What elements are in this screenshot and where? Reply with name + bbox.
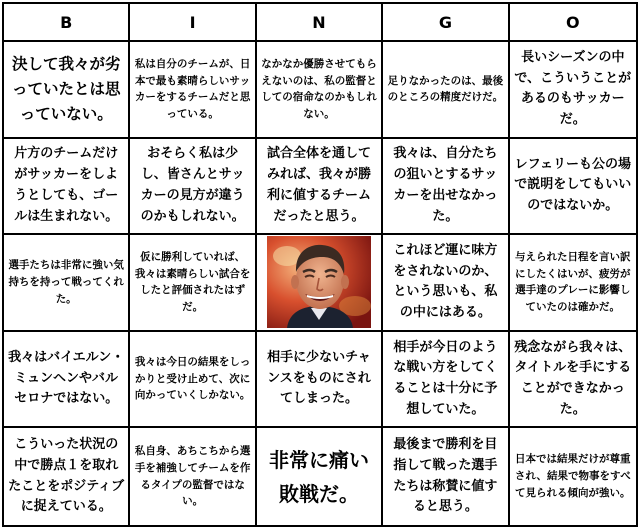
cell-r5-c2[interactable]: 私自身、あちこちから選手を補強してチームを作るタイプの監督ではない。 <box>130 428 256 525</box>
header-o: O <box>510 4 636 42</box>
cell-r1-c3[interactable]: なかなか優勝させてもらえないのは、私の監督としての宿命なのかもしれない。 <box>257 42 383 139</box>
header-b: B <box>4 4 130 42</box>
cell-r1-c1[interactable]: 決して我々が劣っていたとは思っていない。 <box>4 42 130 139</box>
cell-r4-c1[interactable]: 我々はバイエルン・ミュンヘンやバルセロナではない。 <box>4 332 130 429</box>
cell-r4-c2[interactable]: 我々は今日の結果をしっかりと受け止めて、次に向かっていくしかない。 <box>130 332 256 429</box>
cell-r3-c1[interactable]: 選手たちは非常に強い気持ちを持って戦ってくれた。 <box>4 235 130 332</box>
cell-r3-c5[interactable]: 与えられた日程を言い訳にしたくはいが、疲労が選手達のプレーに影響していたのは確かだ。 <box>510 235 636 332</box>
header-n: N <box>257 4 383 42</box>
cell-r2-c4[interactable]: 我々は、自分たちの狙いとするサッカーを出せなかった。 <box>383 139 509 236</box>
bingo-board <box>2 2 638 527</box>
cell-r1-c5[interactable]: 長いシーズンの中で、こういうことがあるのもサッカーだ。 <box>510 42 636 139</box>
cell-r2-c1[interactable]: 片方のチームだけがサッカーをしようとしても、ゴールは生まれない。 <box>4 139 130 236</box>
free-space[interactable] <box>257 235 383 332</box>
cell-r3-c2[interactable]: 仮に勝利していれば、我々は素晴らしい試合をしたと評価されたはずだ。 <box>130 235 256 332</box>
cell-r5-c3[interactable]: 非常に痛い敗戦だ。 <box>257 428 383 525</box>
coach-photo <box>267 236 371 328</box>
cell-r1-c4[interactable]: 足りなかったのは、最後のところの精度だけだ。 <box>383 42 509 139</box>
cell-r2-c3[interactable]: 試合全体を通してみれば、我々が勝利に値するチームだったと思う。 <box>257 139 383 236</box>
cell-r5-c4[interactable]: 最後まで勝利を目指して戦った選手たちは称賛に値すると思う。 <box>383 428 509 525</box>
cell-r5-c5[interactable]: 日本では結果だけが尊重され、結果で物事をすべて見られる傾向が強い。 <box>514 453 631 500</box>
cell-r3-c4[interactable]: これほど運に味方をされないのか、という思いも、私の中にはある。 <box>383 235 509 332</box>
cell-r1-c2[interactable]: 私は自分のチームが、日本で最も素晴らしいサッカーをするチームだと思っている。 <box>130 42 256 139</box>
header-i: I <box>130 4 256 42</box>
cell-r2-c5[interactable]: レフェリーも公の場で説明をしてもいいのではないか。 <box>510 139 636 236</box>
header-g: G <box>383 4 509 42</box>
cell-r4-c3[interactable]: 相手に少ないチャンスをものにされてしまった。 <box>257 332 383 429</box>
cell-r4-c5[interactable]: 残念ながら我々は、タイトルを手にすることができなかった。 <box>510 332 636 429</box>
cell-r2-c2[interactable]: おそらく私は少し、皆さんとサッカーの見方が違うのかもしれない。 <box>130 139 256 236</box>
cell-r4-c4[interactable]: 相手が今日のような戦い方をしてくることは十分に予想していた。 <box>383 332 509 429</box>
cell-r5-c1[interactable]: こういった状況の中で勝点１を取れたことをポジティブに捉えている。 <box>4 428 130 525</box>
